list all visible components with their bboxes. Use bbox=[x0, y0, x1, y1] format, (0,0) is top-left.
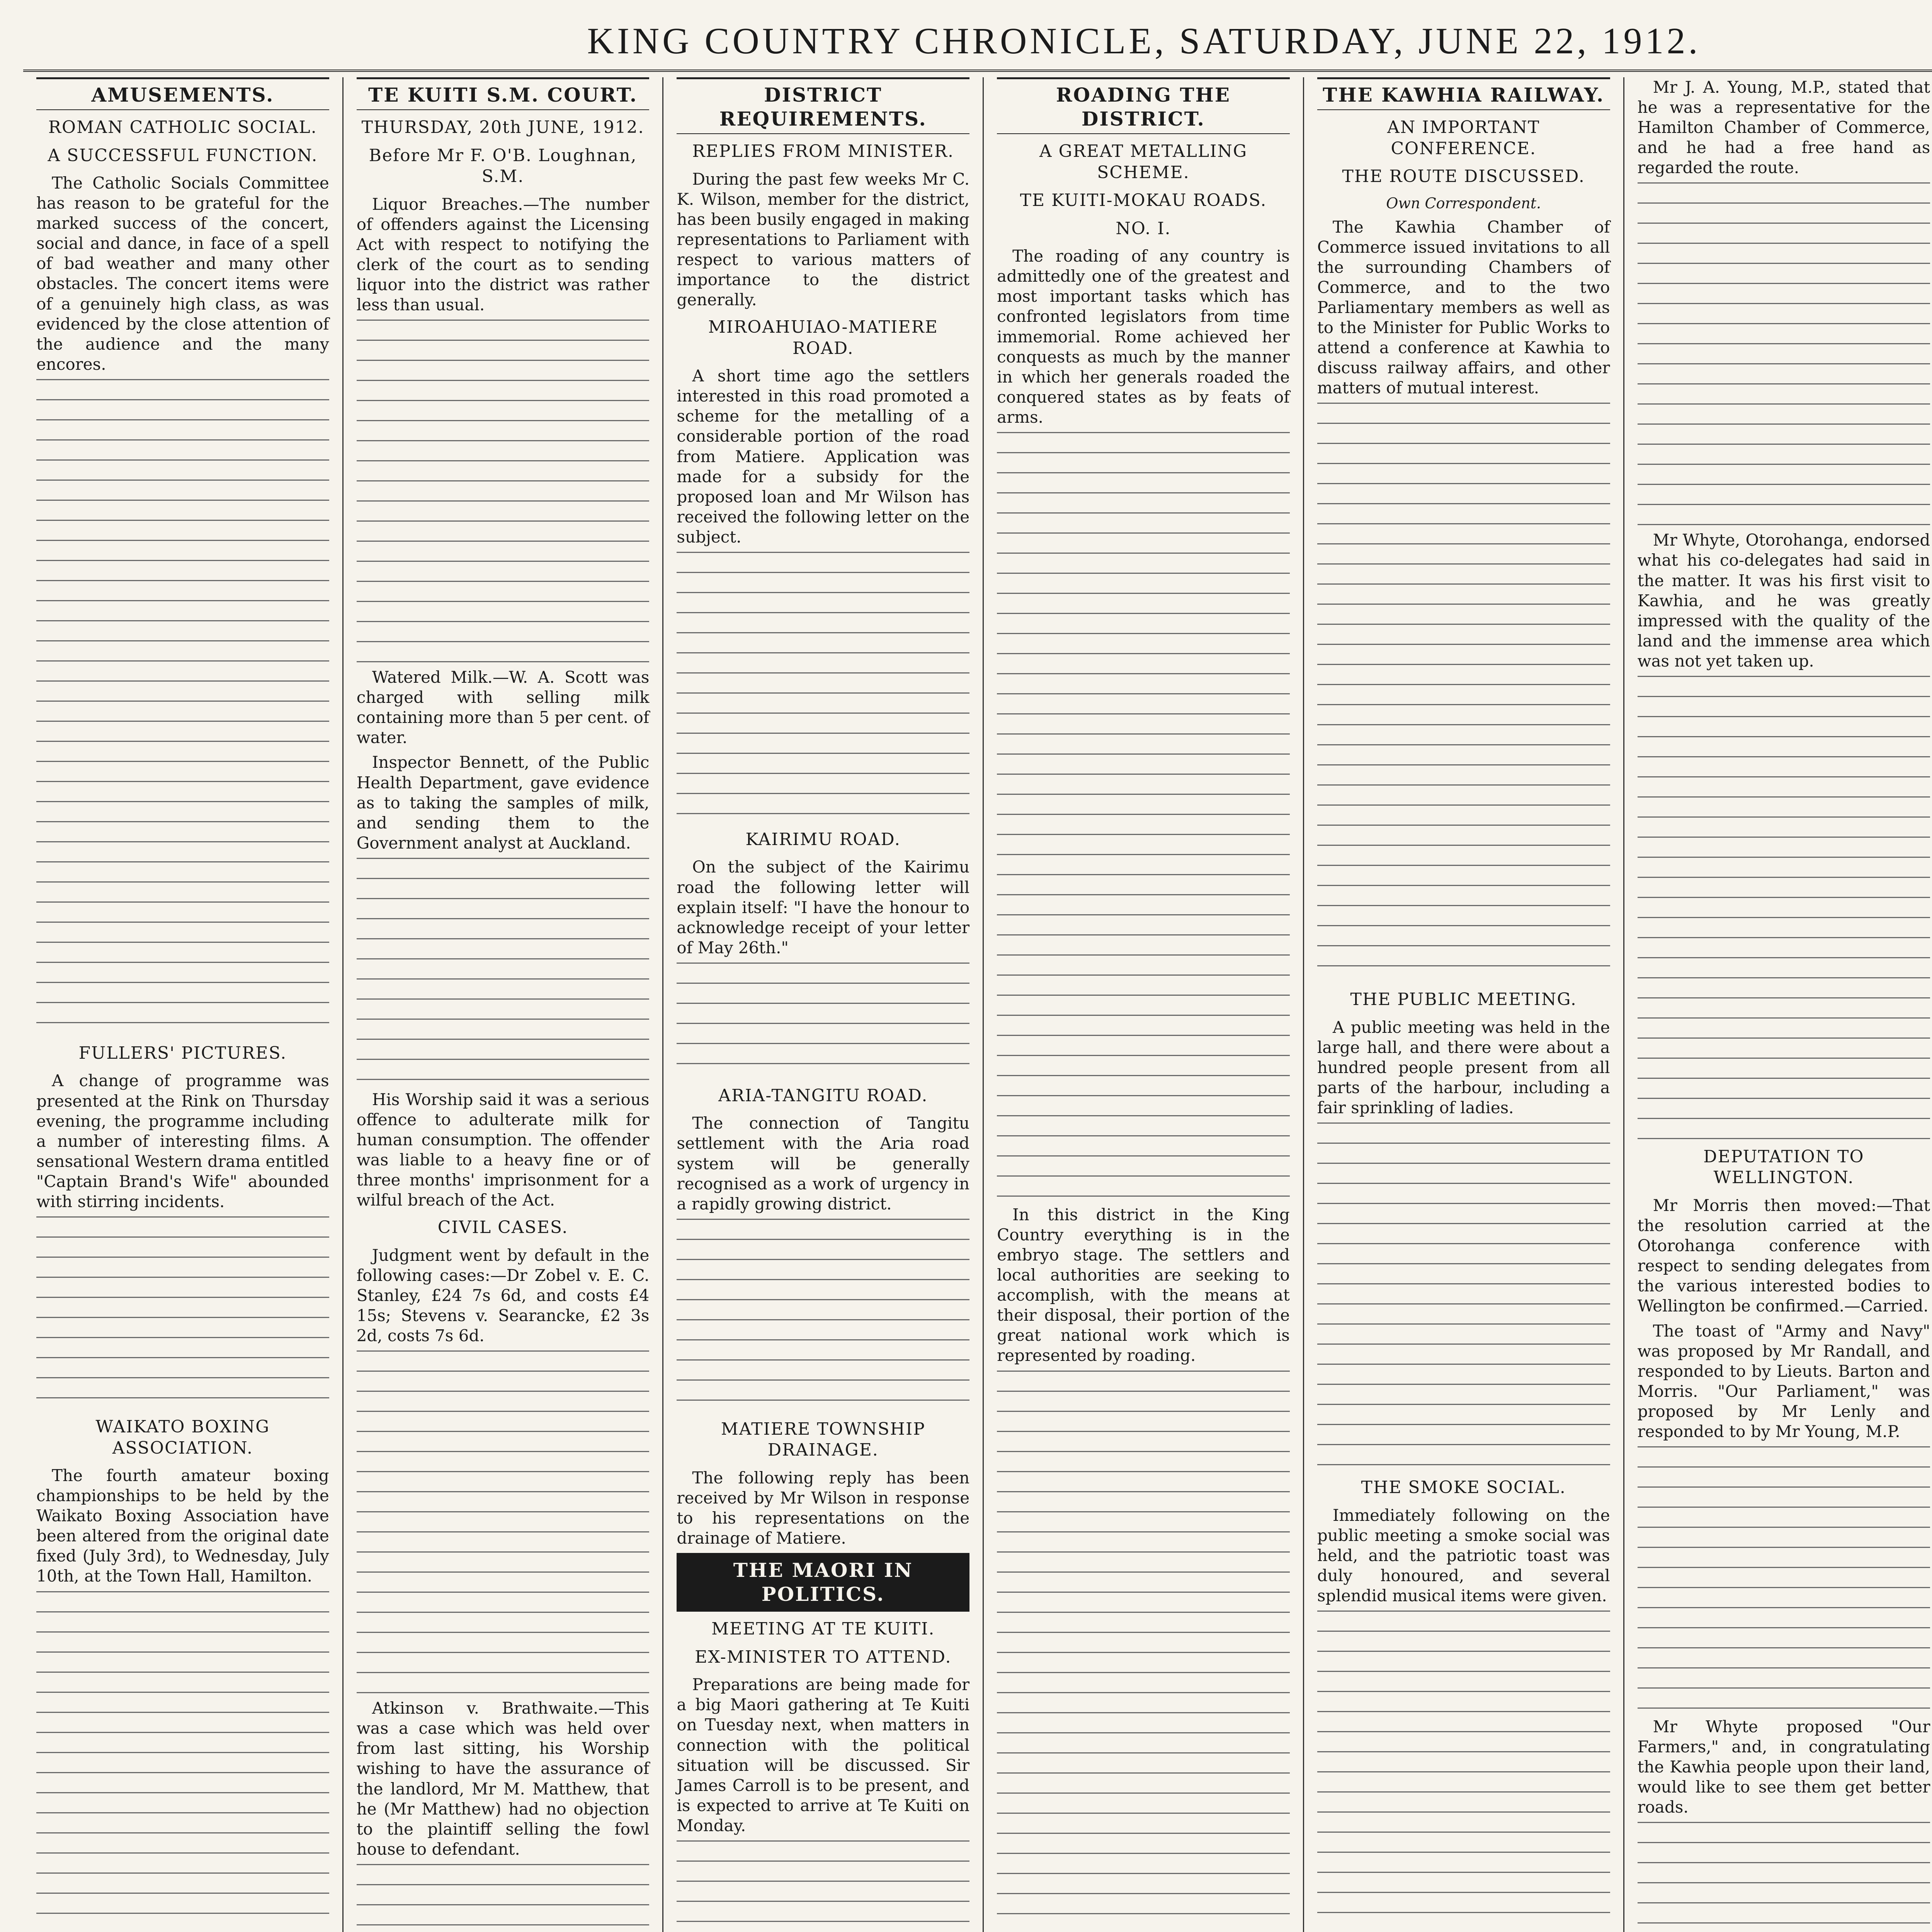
text-filler bbox=[357, 1350, 650, 1698]
section-heading: ROADING THE DISTRICT. bbox=[997, 77, 1290, 134]
text-filler bbox=[36, 1216, 329, 1410]
article-title: THE SMOKE SOCIAL. bbox=[1361, 1478, 1566, 1498]
section-heading: TE KUITI S.M. COURT. bbox=[357, 77, 650, 110]
article-text: On the subject of the Kairimu road the following letter will explain itself: "I have the honour to acknowledge receipt of your letter of May 26th." bbox=[677, 857, 970, 957]
article-title: MIROAHUIAO-MATIERE ROAD. bbox=[708, 317, 938, 358]
column-3 bbox=[663, 77, 984, 1932]
article-title: CIVIL CASES. bbox=[437, 1218, 568, 1238]
text-filler bbox=[677, 552, 969, 822]
text-filler bbox=[677, 1219, 969, 1412]
text-filler bbox=[1317, 1122, 1610, 1470]
article-text: Preparations are being made for a big Maori gathering at Te Kuiti on Tuesday next, when matters in connection with the political situation will be discussed. Sir James Carroll is to be present, and is expected to arrive at Te Kuiti on Monday. bbox=[677, 1675, 970, 1835]
article-title: WAIKATO BOXING ASSOCIATION. bbox=[95, 1417, 270, 1458]
article-text: The toast of "Army and Navy" was proposed by Mr Randall, and responded to by Lieuts. Barton and Morris. "Our Parliament," was proposed by Mr Lenly and responded to by Mr Young, M.P. bbox=[1637, 1321, 1930, 1441]
court-date: THURSDAY, 20th JUNE, 1912. bbox=[361, 117, 645, 137]
text-filler bbox=[1638, 182, 1930, 530]
article-text: Mr Morris then moved:—That the resolution carried at the Otorohanga conference with respect to sending delegates from the various interested bodies to Wellington be confirmed.—Carried. bbox=[1637, 1196, 1930, 1316]
column-2 bbox=[344, 77, 664, 1932]
article-text: The Kawhia Chamber of Commerce issued invitations to all the surrounding Chambers of Commerce, and to the two Parliamentary members as well as to the Minister for Public Works to attend a conference at Kawhia to discuss railway affairs, and other matters of mutual interest. bbox=[1317, 217, 1610, 398]
text-filler bbox=[1317, 403, 1610, 982]
section-heading: THE MAORI IN POLITICS. bbox=[677, 1553, 969, 1612]
article-text: Mr J. A. Young, M.P., stated that he was a representative for the Hamilton Chamber of Commerce, and he had a free hand as regarded the route. bbox=[1637, 78, 1930, 177]
article-title: THE PUBLIC MEETING. bbox=[1350, 990, 1577, 1010]
article-text: A public meeting was held in the large hall, and there were about a hundred people present from all parts of the harbour, including a fair sprinkling of ladies. bbox=[1317, 1018, 1610, 1117]
article-subtitle: REPLIES FROM MINISTER. bbox=[692, 141, 954, 161]
text-filler bbox=[1638, 1822, 1930, 1932]
text-filler bbox=[1317, 1611, 1610, 1932]
article-title: MEETING AT TE KUITI. bbox=[711, 1619, 935, 1639]
section-heading: THE KAWHIA RAILWAY. bbox=[1317, 77, 1610, 110]
article-text: The roading of any country is admittedly one of the greatest and most important tasks which has confronted legislators from time immemorial. Rome achieved her conquests as much by the manner in which her generals roaded the conquered states as by feats of arms. bbox=[997, 247, 1290, 427]
article-text: Mr Whyte, Otorohanga, endorsed what his co-delegates had said in the matter. It was his first visit to Kawhia, and he was greatly impressed with the quality of the land and the immense area which was not yet taken up. bbox=[1637, 531, 1930, 670]
article-title: DEPUTATION TO WELLINGTON. bbox=[1703, 1146, 1864, 1188]
article-title: ARIA-TANGITU ROAD. bbox=[718, 1085, 928, 1105]
article-number: NO. I. bbox=[1116, 218, 1171, 238]
text-filler bbox=[997, 1371, 1290, 1932]
article-title: FULLERS' PICTURES. bbox=[78, 1043, 287, 1063]
newspaper-title: KING COUNTRY CHRONICLE, SATURDAY, JUNE 22, 1912. bbox=[587, 20, 1701, 61]
text-filler bbox=[357, 858, 650, 1090]
text-filler bbox=[1638, 676, 1930, 1139]
text-filler bbox=[1638, 1446, 1930, 1717]
column-6 bbox=[1624, 77, 1932, 1932]
article-title: MATIERE TOWNSHIP DRAINAGE. bbox=[721, 1419, 925, 1460]
article-text: Mr Whyte proposed "Our Farmers," and, in congratulating the Kawhia people upon their land, would like to see them get better roads. bbox=[1637, 1717, 1930, 1817]
article-title: KAIRIMU ROAD. bbox=[745, 829, 901, 849]
column-4 bbox=[984, 77, 1304, 1932]
article-text: Liquor Breaches.—The number of offenders against the Licensing Act with respect to notifying the clerk of the court as to sending liquor into the district was rather less than usual. bbox=[356, 194, 650, 315]
article-text: The fourth amateur boxing championships to be held by the Waikato Boxing Association have been altered from the original date fixed (July 3rd), to Wednesday, July 10th, at the Town Hall, Hamilton. bbox=[36, 1466, 329, 1586]
article-text: A change of programme was presented at the Rink on Thursday evening, the programme including a number of interesting films. A sensational Western drama entitled "Captain Brand's Wife" abounded with stirring incidents. bbox=[36, 1071, 329, 1211]
section-heading: DISTRICT REQUIREMENTS. bbox=[677, 77, 969, 134]
article-text: Watered Milk.—W. A. Scott was charged with selling milk containing more than 5 per cent. of water. bbox=[356, 668, 650, 747]
article-title: AN IMPORTANT CONFERENCE. bbox=[1387, 117, 1540, 158]
masthead bbox=[23, 12, 1932, 72]
article-text: His Worship said it was a serious offence to adulterate milk for human consumption. The offender was liable to a heavy fine or of three months' imprisonment for a wilful breach of the Act. bbox=[356, 1090, 650, 1210]
text-filler bbox=[677, 963, 969, 1078]
article-subtitle: EX-MINISTER TO ATTEND. bbox=[695, 1647, 952, 1667]
article-subtitle: A SUCCESSFUL FUNCTION. bbox=[48, 145, 318, 165]
article-text: Judgment went by default in the following cases:—Dr Zobel v. E. C. Stanley, £24 7s 6d, and costs £4 15s; Stevens v. Searancke, £2 3s 2d, costs 7s 6d. bbox=[356, 1245, 650, 1345]
article-text: The Catholic Socials Committee has reason to be grateful for the marked success of the concert, social and dance, in face of a spell of bad weather and many other obstacles. The concert items were of a genuinely high class, as was evidenced by the close attention of the audience and the many encores. bbox=[36, 173, 329, 374]
byline: Own Correspondent. bbox=[1386, 194, 1541, 212]
article-text: Inspector Bennett, of the Public Health Department, gave evidence as to taking the samples of milk, and sending them to the Government analyst at Auckland. bbox=[356, 753, 650, 852]
column-5 bbox=[1304, 77, 1624, 1932]
columns bbox=[23, 77, 1932, 1932]
article-title: A GREAT METALLING SCHEME. bbox=[1039, 141, 1248, 182]
text-filler bbox=[677, 1840, 969, 1932]
article-text: The connection of Tangitu settlement with the Aria road system will be generally recognised as a work of urgency in a rapidly growing district. bbox=[677, 1114, 970, 1213]
column-1 bbox=[23, 77, 344, 1932]
section-heading: AMUSEMENTS. bbox=[36, 77, 329, 110]
article-text: A short time ago the settlers interested in this road promoted a scheme for the metalling of a considerable portion of the road from Matiere. Application was made for a subsidy for the proposed loan and Mr Wilson has received the following letter on the subject. bbox=[677, 366, 970, 546]
article-subtitle: TE KUITI-MOKAU ROADS. bbox=[1020, 190, 1267, 211]
article-text: Immediately following on the public meeting a smoke social was held, and the patriotic toast was duly honoured, and several splendid musical items were given. bbox=[1317, 1505, 1610, 1605]
article-text: The following reply has been received by Mr Wilson in response to his representations on the drainage of Matiere. bbox=[677, 1468, 970, 1548]
court-magistrate: Before Mr F. O'B. Loughnan, S.M. bbox=[369, 145, 637, 187]
text-filler bbox=[997, 432, 1290, 1205]
article-title: ROMAN CATHOLIC SOCIAL. bbox=[48, 117, 317, 137]
article-text: Atkinson v. Brathwaite.—This was a case which was held over from last sitting, his Worship wishing to have the assurance of the landlord, Mr M. Matthew, that he (Mr Matthew) had no objection to the plaintiff selling the fowl house to defendant. bbox=[356, 1699, 650, 1859]
article-text: During the past few weeks Mr C. K. Wilson, member for the district, has been busily engaged in making representations to Parliament with respect to various matters of importance to the district generally. bbox=[677, 169, 970, 310]
text-filler bbox=[36, 1591, 329, 1932]
text-filler bbox=[357, 320, 650, 667]
text-filler bbox=[36, 379, 329, 1036]
article-subtitle: THE ROUTE DISCUSSED. bbox=[1342, 167, 1585, 187]
text-filler bbox=[357, 1864, 650, 1932]
article-text: In this district in the King Country everything is in the embryo stage. The settlers and local authorities are seeking to accomplish, with the means at their disposal, their portion of the great national work which is represented by roading. bbox=[997, 1205, 1290, 1365]
